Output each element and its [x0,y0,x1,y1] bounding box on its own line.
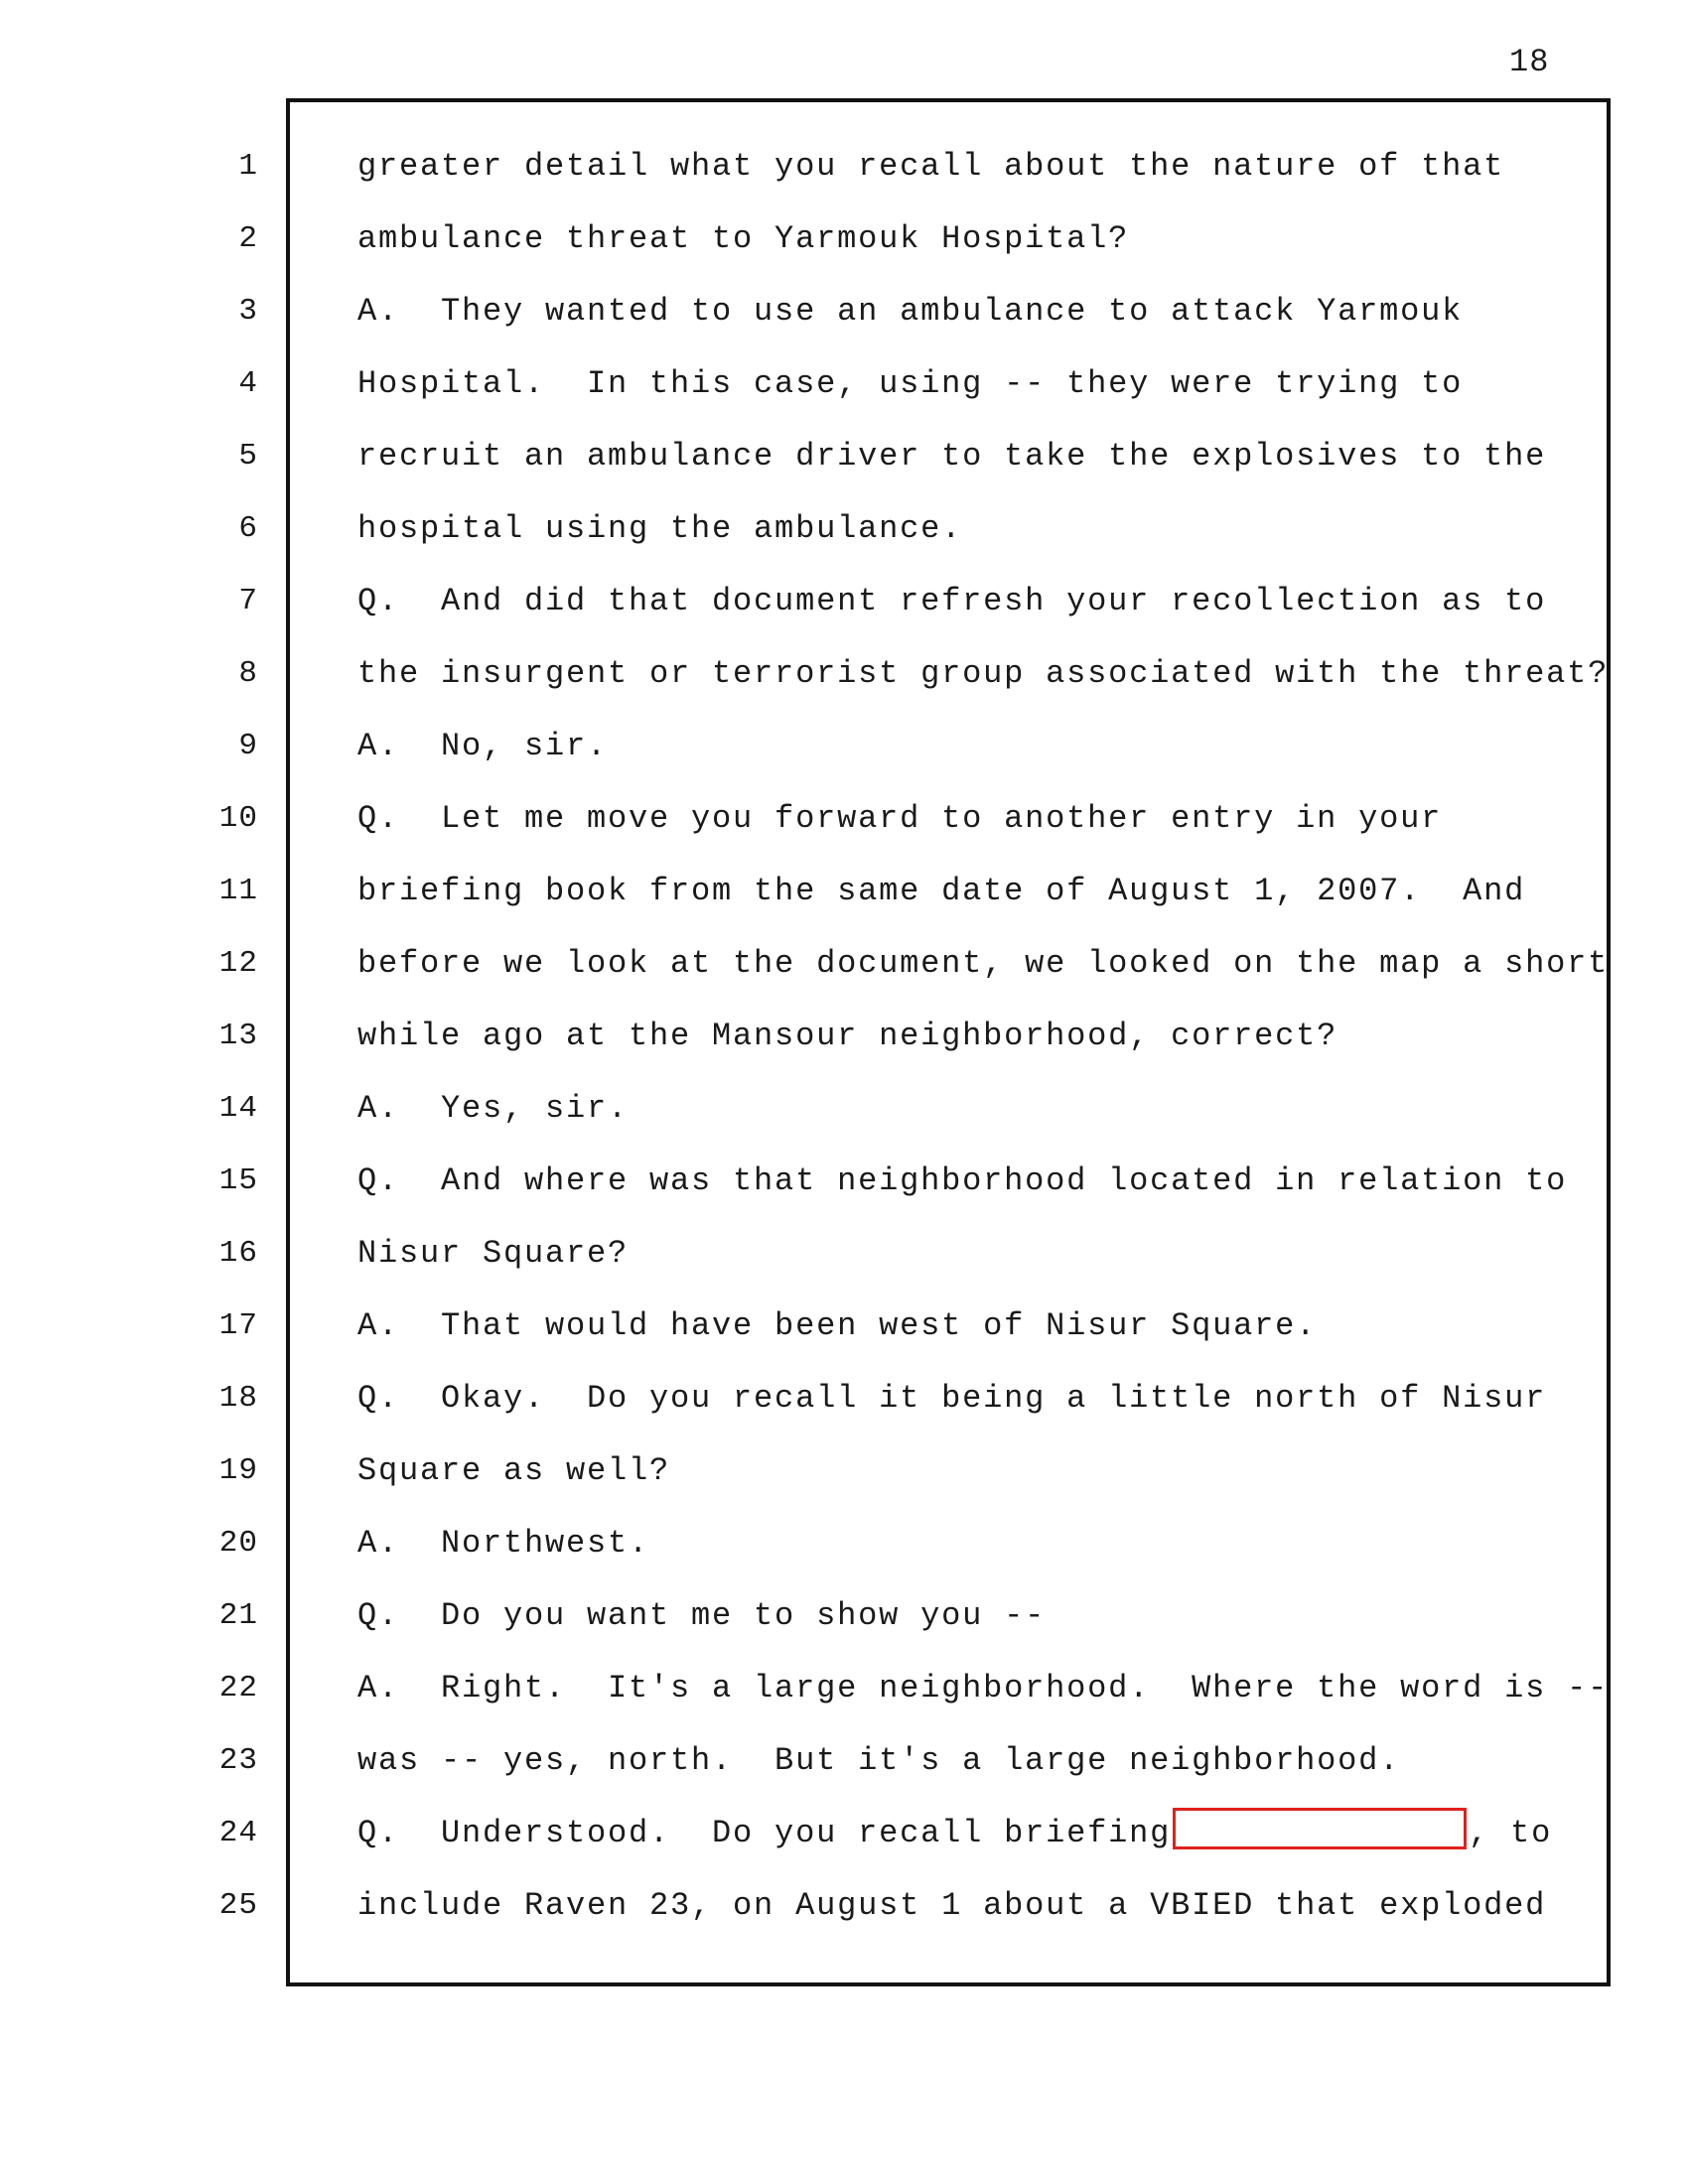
line-number: 4 [238,366,258,401]
line-number: 24 [218,1816,258,1850]
line-text: was -- yes, north. But it's a large neighborhood. [357,1742,1401,1779]
line-number: 7 [238,584,258,618]
transcript-line [0,1733,1688,1806]
line-number: 10 [218,801,258,836]
line-number: 1 [238,149,258,184]
transcript-lines [0,139,1688,1951]
line-text: hospital using the ambulance. [357,510,963,547]
redaction-box [1173,1808,1467,1849]
transcript-line [0,1516,1688,1588]
transcript-line [0,1371,1688,1443]
transcript-line [0,1226,1688,1298]
transcript-line [0,284,1688,356]
line-number: 12 [218,946,258,981]
line-number: 9 [238,729,258,763]
transcript-line [0,356,1688,429]
transcript-line [0,574,1688,646]
line-text: Nisur Square? [357,1235,630,1272]
line-number: 11 [218,874,258,908]
line-text: A. They wanted to use an ambulance to attack Yarmouk [357,293,1464,330]
line-text: greater detail what you recall about the nature of that [357,148,1505,185]
line-text: while ago at the Mansour neighborhood, correct? [357,1018,1338,1054]
line-text: Q. Let me move you forward to another entry in your [357,800,1443,837]
transcript-line [0,1298,1688,1371]
line-text: Q. Okay. Do you recall it being a little north of Nisur [357,1380,1547,1417]
transcript-line [0,719,1688,791]
line-number: 17 [218,1308,258,1343]
line-number: 23 [218,1743,258,1778]
line-text: A. Yes, sir. [357,1090,630,1127]
line-text [357,1806,1552,1861]
line-number: 3 [238,294,258,329]
line-number: 21 [218,1598,258,1633]
line-text: the insurgent or terrorist group associated with the threat? [357,655,1610,692]
page-number: 18 [1509,44,1550,80]
line-number: 20 [218,1526,258,1561]
line-number: 14 [218,1091,258,1126]
line-text: Q. And where was that neighborhood located in relation to [357,1162,1568,1199]
line-number: 22 [218,1671,258,1706]
transcript-line [0,936,1688,1009]
line-text: Q. Do you want me to show you -- [357,1597,1047,1634]
line-number: 18 [218,1381,258,1416]
transcript-line [0,1081,1688,1154]
line-text: Square as well? [357,1452,671,1489]
line-text: recruit an ambulance driver to take the explosives to the [357,438,1547,475]
transcript-line [0,211,1688,284]
line-text: A. Northwest. [357,1525,650,1562]
transcript-line [0,1154,1688,1226]
line-text: ambulance threat to Yarmouk Hospital? [357,220,1130,257]
transcript-line [0,1588,1688,1661]
transcript-line [0,646,1688,719]
line-number: 2 [238,221,258,256]
line-text: include Raven 23, on August 1 about a VBIED that exploded [357,1887,1547,1924]
line-number: 19 [218,1453,258,1488]
line-text: briefing book from the same date of August 1, 2007. And [357,873,1526,909]
transcript-line [0,139,1688,211]
line-text-before-redaction: Q. Understood. Do you recall briefing [357,1815,1172,1851]
transcript-line [0,1806,1688,1878]
line-text-after-redaction: , to [1469,1815,1553,1851]
line-number: 25 [218,1888,258,1923]
line-text: A. No, sir. [357,728,609,764]
transcript-line [0,1009,1688,1081]
transcript-line [0,791,1688,864]
line-number: 6 [238,511,258,546]
line-number: 13 [218,1019,258,1053]
line-text: A. That would have been west of Nisur Square. [357,1307,1318,1344]
line-number: 5 [238,439,258,474]
transcript-line [0,1661,1688,1733]
transcript-line [0,1443,1688,1516]
line-text: Q. And did that document refresh your recollection as to [357,583,1547,619]
transcript-line [0,864,1688,936]
transcript-line [0,1878,1688,1951]
line-number: 16 [218,1236,258,1271]
transcript-line [0,429,1688,501]
transcript-line [0,501,1688,574]
line-text: Hospital. In this case, using -- they were trying to [357,365,1464,402]
line-text: before we look at the document, we looked on the map a short [357,945,1610,982]
line-number: 15 [218,1163,258,1198]
line-text: A. Right. It's a large neighborhood. Where the word is -- [357,1670,1610,1706]
line-number: 8 [238,656,258,691]
